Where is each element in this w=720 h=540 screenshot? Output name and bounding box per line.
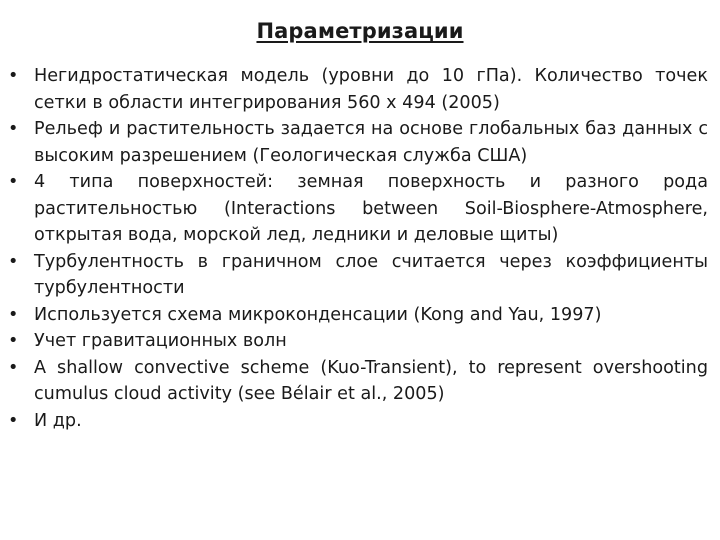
bullet-text-nonhydrostatic-model: Негидростатическая модель (уровни до 10 гПа). Количество точек сетки в области интегрирования 560 х 494 (2005) xyxy=(34,66,708,113)
list-item xyxy=(8,328,708,355)
bullet-text-gravity-waves: Учет гравитационных волн xyxy=(34,331,287,351)
bullet-text-turbulence: Турбулентность в граничном слое считается через коэффициенты турбулентности xyxy=(34,251,708,298)
bullet-text-relief-vegetation: Рельеф и растительность задается на основе глобальных баз данных с высоким разрешением (Геологическая служба США) xyxy=(34,119,708,166)
list-item xyxy=(8,408,708,435)
list-item xyxy=(8,169,708,249)
list-item xyxy=(8,63,708,116)
bullet-list xyxy=(8,63,708,434)
bullet-text-microcondensation: Используется схема микроконденсации (Kong and Yau, 1997) xyxy=(34,304,602,325)
list-item xyxy=(8,302,708,329)
slide-title: Параметризации xyxy=(256,19,464,43)
bullet-dot-icon: • xyxy=(8,357,19,378)
bullet-dot-icon: • xyxy=(8,251,19,272)
bullet-dot-icon: • xyxy=(8,66,19,86)
bullet-text-etc: И др. xyxy=(34,410,82,431)
list-item xyxy=(8,116,708,169)
bullet-text-surface-types: 4 типа поверхностей: земная поверхность и разного рода растительностью (Interactions between Soil-Biosphere-Atmosphere, открытая вода, морской лед, ледники и деловые щиты) xyxy=(34,172,708,245)
bullet-dot-icon: • xyxy=(8,304,19,325)
bullet-dot-icon: • xyxy=(8,119,19,139)
bullet-text-shallow-convection: A shallow convective scheme (Kuo-Transient), to represent overshooting cumulus cloud activity (see Bélair et al., 2005) xyxy=(34,357,708,404)
list-item xyxy=(8,249,708,302)
bullet-dot-icon: • xyxy=(8,410,19,431)
bullet-dot-icon: • xyxy=(8,331,19,351)
list-item xyxy=(8,355,708,408)
bullet-dot-icon: • xyxy=(8,172,19,192)
